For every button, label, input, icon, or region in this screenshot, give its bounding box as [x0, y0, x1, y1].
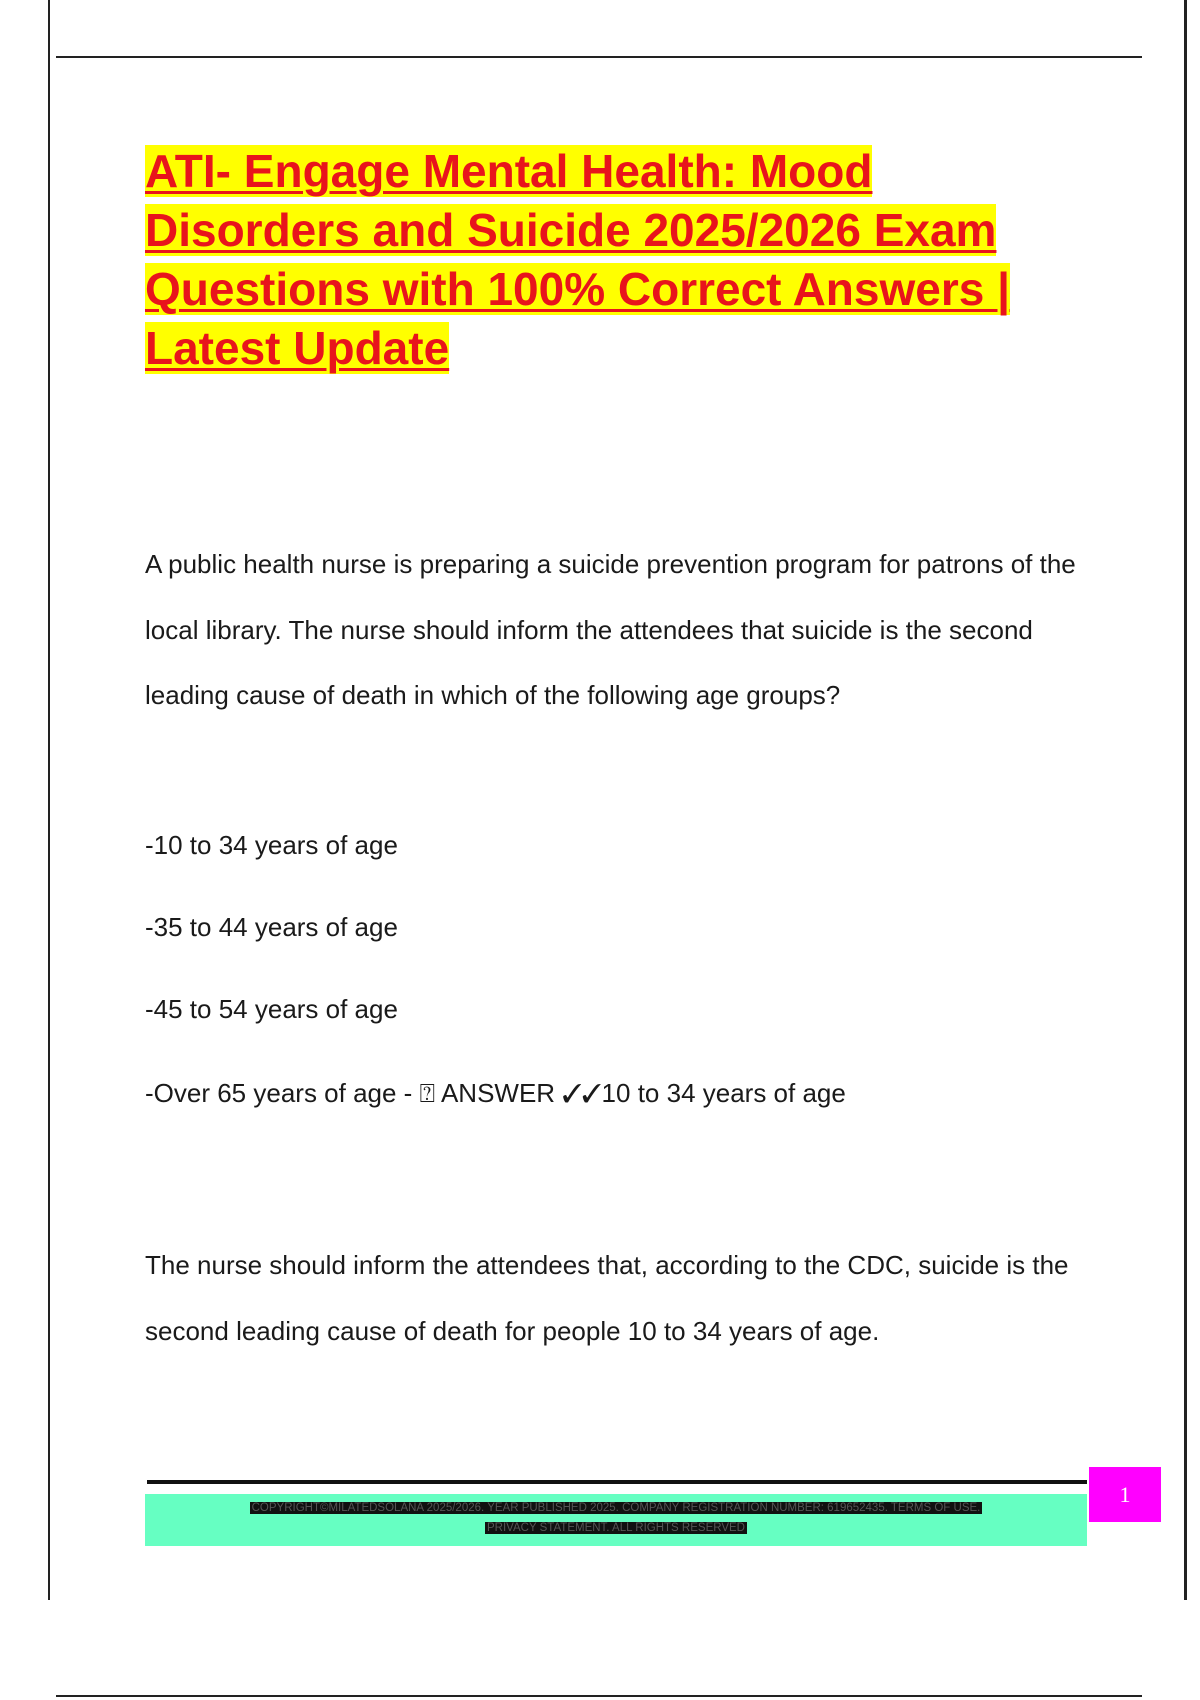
copyright-footer	[145, 1494, 1087, 1546]
answer-explanation: The nurse should inform the attendees that, according to the CDC, suicide is the second leading cause of death for people 10 to 34 years of age.	[145, 1250, 1069, 1346]
question-text: A public health nurse is preparing a suicide prevention program for patrons of the local library. The nurse should inform the attendees that suicide is the second leading cause of death in which of the following age groups?	[145, 549, 1076, 710]
page-number-badge: 1	[1089, 1467, 1161, 1522]
document-title-text: ATI- Engage Mental Health: Mood Disorders and Suicide 2025/2026 Exam Questions with 100% Correct Answers | Latest Update	[145, 145, 1010, 374]
answer-option-3: -45 to 54 years of age	[145, 994, 398, 1024]
answer-option-1: -10 to 34 years of age	[145, 830, 398, 860]
document-title	[145, 142, 1085, 378]
header-rule	[56, 56, 1142, 58]
copyright-line-1: COPYRIGHT©MILATEDSOLANA 2025/2026. YEAR PUBLISHED 2025. COMPANY REGISTRATION NUMBER: 619652435. TERMS OF USE.	[251, 1502, 981, 1514]
footer-rule	[147, 1480, 1087, 1484]
answer-option-4-with-answer: -Over 65 years of age - ⍰ ANSWER ✓✓10 to 34 years of age	[145, 1078, 846, 1108]
copyright-line-2: PRIVACY STATEMENT. ALL RIGHTS RESERVED	[487, 1522, 745, 1534]
answer-option-2: -35 to 44 years of age	[145, 912, 398, 942]
page-left-border	[48, 0, 50, 1600]
next-page-rule	[56, 1695, 1142, 1697]
page-right-border	[1184, 0, 1187, 1600]
